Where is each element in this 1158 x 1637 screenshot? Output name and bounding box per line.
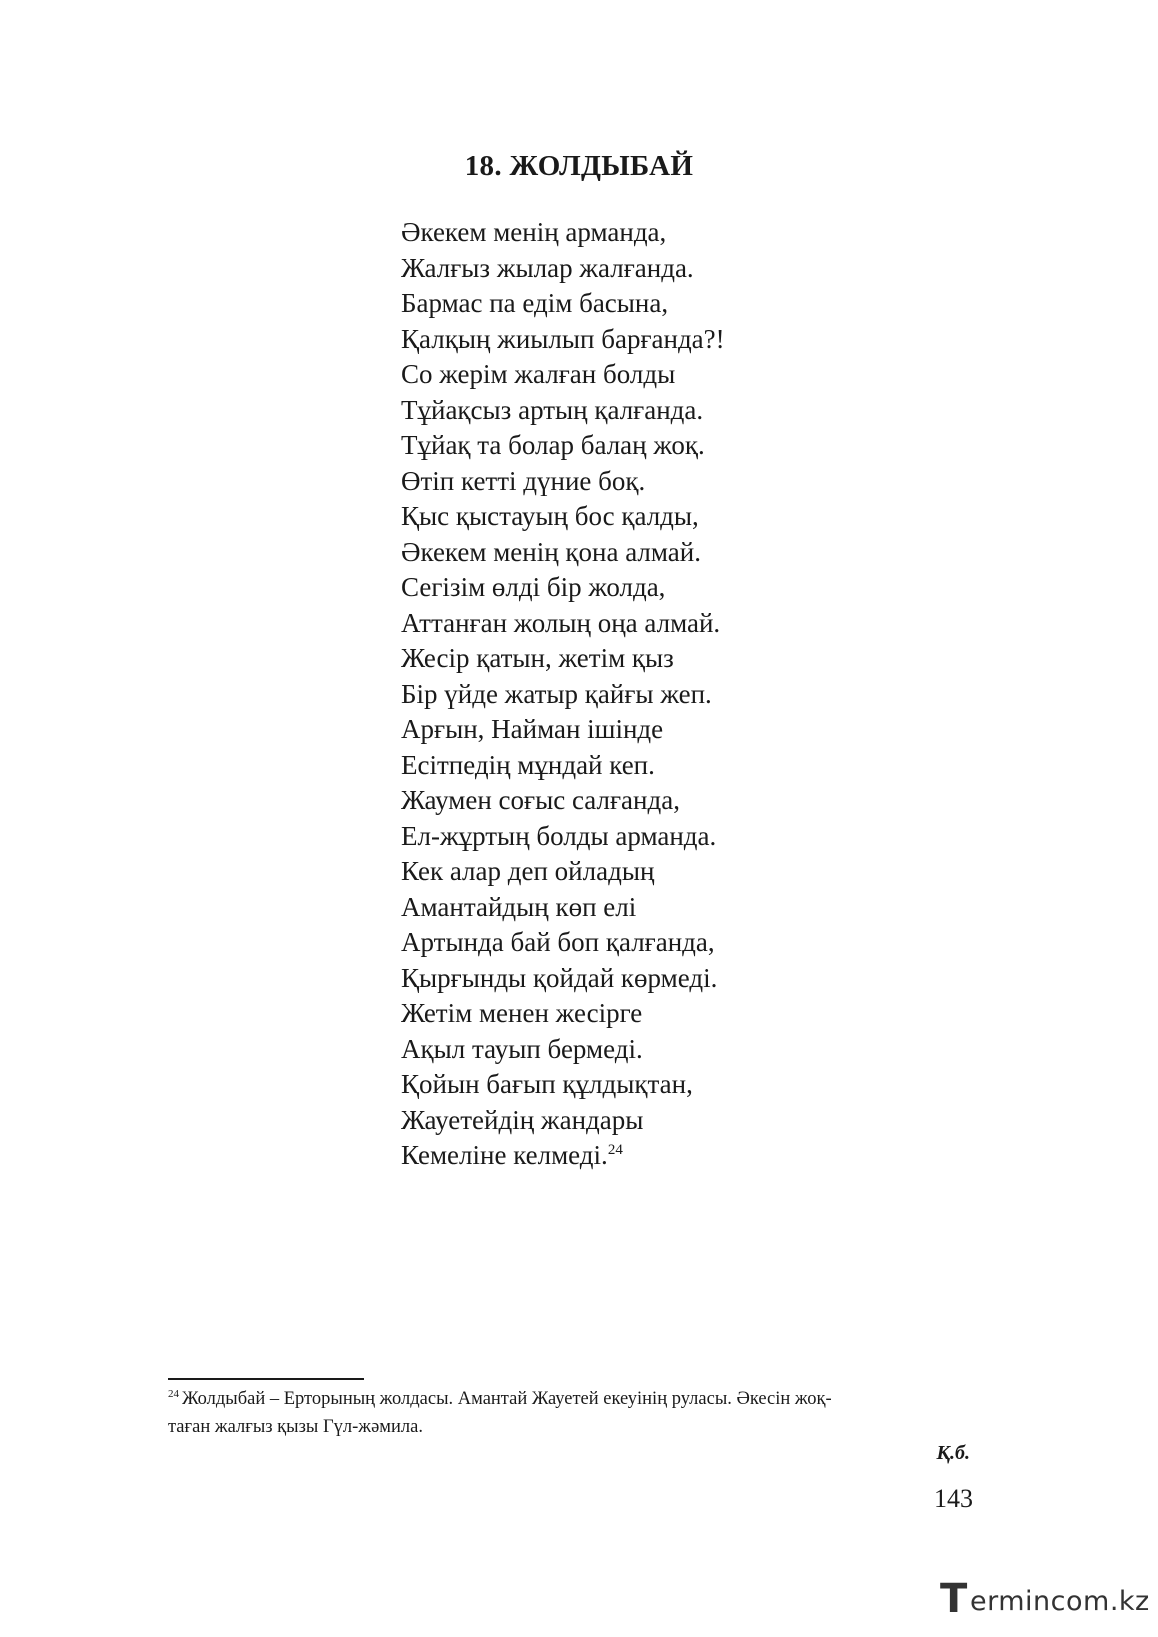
- poem-line: Әкекем менің арманда,: [401, 217, 667, 247]
- footnote-text-line1: Жолдыбай – Ерторының жолдасы. Амантай Жауетей екеуінің руласы. Әкесін жоқ-: [182, 1389, 832, 1409]
- poem-line: Жалғыз жылар жалғанда.: [401, 252, 694, 283]
- poem-line: Артында бай боп қалғанда,: [401, 927, 715, 957]
- poem-line: Ел-жұртың болды арманда.: [401, 820, 717, 851]
- poem-body: [401, 215, 725, 1174]
- poem-line: Со жерім жалған болды: [401, 359, 676, 389]
- poem-line: Жаумен соғыс салғанда,: [401, 785, 680, 815]
- poem-line: Бармас па едім басына,: [401, 288, 669, 318]
- poem-line: Бір үйде жатыр қайғы жеп.: [401, 678, 712, 709]
- poem-line: Қалқың жиылып барғанда?!: [401, 323, 725, 354]
- poem-line: Жауетейдің жандары: [401, 1104, 644, 1135]
- poem-line: Жетім менен жесірге: [401, 998, 643, 1028]
- footnote-reference[interactable]: 24: [607, 1142, 623, 1158]
- watermark-suffix: .kz: [1109, 1586, 1150, 1617]
- site-watermark-logo: [940, 1576, 1150, 1624]
- poem-line: Есітпедің мұндай кеп.: [401, 749, 655, 780]
- footnote: [168, 1385, 973, 1441]
- poem-line: Жесір қатын, жетім қыз: [401, 643, 674, 673]
- footnote-divider: [168, 1378, 364, 1380]
- poem-line: Қыс қыстауың бос қалды,: [401, 501, 699, 531]
- footnote-text-line2: таған жалғыз қызы Гүл-жәмила.: [168, 1417, 423, 1437]
- watermark-initial: T: [940, 1576, 966, 1622]
- source-abbreviation: Қ.б.: [936, 1442, 970, 1464]
- poem-line: Тұйақсыз артың қалғанда.: [401, 394, 704, 425]
- page-number: 143: [934, 1484, 973, 1513]
- poem-line: Тұйақ та болар балаң жоқ.: [401, 430, 705, 460]
- poem-title: 18. ЖОЛДЫБАЙ: [464, 150, 694, 182]
- footnote-marker: 24: [168, 1387, 179, 1400]
- poem-line-last: [401, 1138, 725, 1174]
- poem-line: Аттанған жолың оңа алмай.: [401, 607, 721, 638]
- poem-line: Әкекем менің қона алмай.: [401, 536, 701, 567]
- poem-line: Қойын бағып құлдықтан,: [401, 1069, 693, 1099]
- poem-line: Сегізім өлді бір жолда,: [401, 572, 666, 602]
- watermark-text: [970, 1586, 1150, 1617]
- poem-line: Арғын, Найман ішінде: [401, 714, 664, 744]
- watermark-middle: ermincom: [970, 1586, 1110, 1617]
- poem-line-text: Кемеліне келмеді.: [401, 1140, 608, 1170]
- poem-line: Амантайдың көп елі: [401, 891, 637, 922]
- poem-line: Ақыл тауып бермеді.: [401, 1033, 643, 1064]
- poem-line: Кек алар деп ойладың: [401, 856, 655, 886]
- poem-line: Қырғынды қойдай көрмеді.: [401, 962, 718, 993]
- poem-line: Өтіп кетті дүние боқ.: [401, 465, 646, 496]
